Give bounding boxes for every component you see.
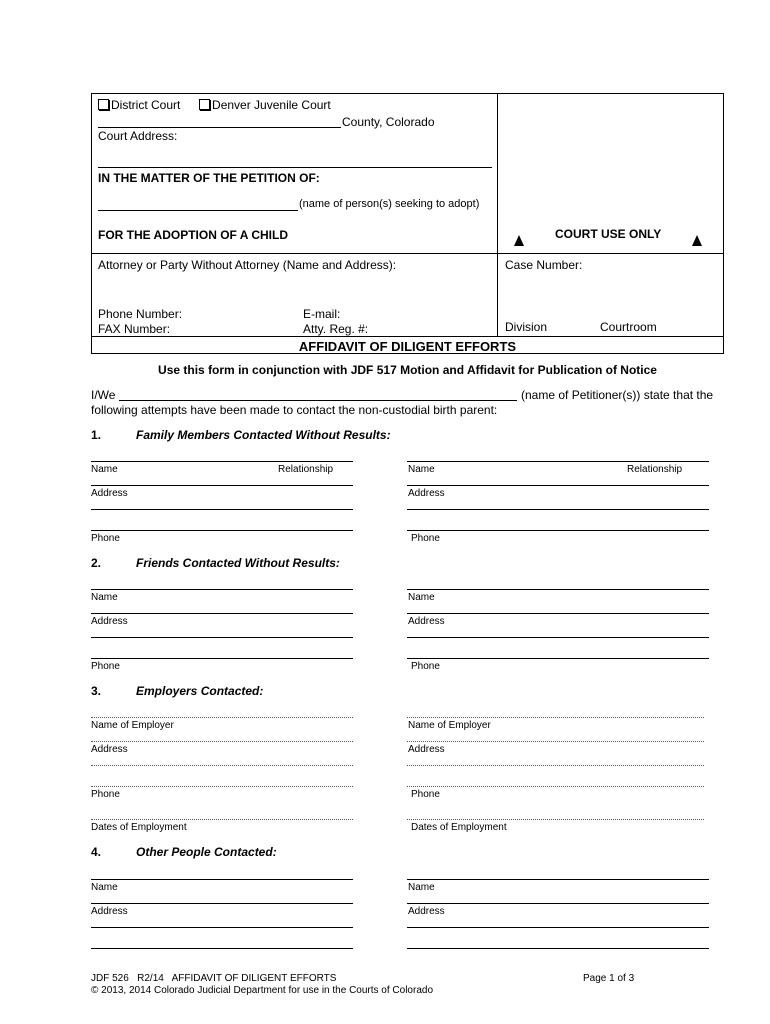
attorney-label: Attorney or Party Without Attorney (Name and Address):: [98, 258, 397, 272]
section-4-title: Other People Contacted:: [136, 845, 277, 859]
s4-right-address-line[interactable]: [407, 903, 709, 904]
intro-line-2: following attempts have been made to contact the non-custodial birth parent:: [91, 403, 498, 417]
s3-left-dates-line[interactable]: [91, 819, 353, 820]
s2-right-name-line[interactable]: [407, 589, 709, 590]
s2-right-phone-line[interactable]: [407, 658, 709, 659]
s1-right-address-label: Address: [408, 488, 445, 499]
s2-right-name-label: Name: [408, 592, 435, 603]
s2-right-address-line-2[interactable]: [407, 637, 709, 638]
s2-right-phone-label: Phone: [411, 661, 440, 672]
division-label: Division: [505, 320, 548, 334]
email-label: E-mail:: [303, 307, 341, 321]
s3-left-address-line-2[interactable]: [91, 765, 353, 766]
s1-right-phone-label: Phone: [411, 533, 440, 544]
form-title: AFFIDAVIT OF DILIGENT EFFORTS: [298, 339, 517, 354]
s3-right-phone-label: Phone: [411, 789, 440, 800]
section-3-number: 3.: [91, 684, 102, 698]
s3-right-phone-line[interactable]: [407, 786, 704, 787]
case-number-label[interactable]: Case Number:: [505, 258, 583, 272]
s2-right-address-line[interactable]: [407, 613, 709, 614]
matter-heading: IN THE MATTER OF THE PETITION OF:: [98, 171, 320, 185]
s3-left-address-label: Address: [91, 744, 128, 755]
s3-right-dates-label: Dates of Employment: [411, 822, 507, 833]
county-blank[interactable]: [98, 127, 341, 128]
s1-left-name-label: Name: [91, 464, 118, 475]
s4-left-address-line[interactable]: [91, 903, 353, 904]
subtitle: Use this form in conjunction with JDF 517 Motion and Affidavit for Publication of Notice: [158, 363, 657, 377]
s1-left-address-line-2[interactable]: [91, 509, 353, 510]
caption-divider: [497, 93, 498, 336]
denver-juvenile-label: Denver Juvenile Court: [212, 98, 331, 112]
s4-left-name-label: Name: [91, 882, 118, 893]
adoption-heading: FOR THE ADOPTION OF A CHILD: [98, 228, 288, 242]
s2-left-name-label: Name: [91, 592, 118, 603]
s4-right-name-label: Name: [408, 882, 435, 893]
phone-number-label: Phone Number:: [98, 307, 183, 321]
denver-juvenile-checkbox[interactable]: [199, 99, 210, 110]
s2-right-address-label: Address: [408, 616, 445, 627]
s3-left-employer-label: Name of Employer: [91, 720, 174, 731]
s1-left-address-line[interactable]: [91, 485, 353, 486]
s2-left-address-label: Address: [91, 616, 128, 627]
fax-number-label: FAX Number:: [98, 322, 171, 336]
s2-left-address-line[interactable]: [91, 613, 353, 614]
s3-right-employer-label: Name of Employer: [408, 720, 491, 731]
section-2-number: 2.: [91, 556, 102, 570]
court-address-line[interactable]: [98, 167, 492, 168]
section-4-number: 4.: [91, 845, 102, 859]
s3-right-address-line[interactable]: [407, 741, 704, 742]
s3-right-employer-line[interactable]: [407, 717, 704, 718]
s3-right-address-line-2[interactable]: [407, 765, 704, 766]
up-triangle-right-icon: [692, 235, 702, 246]
section-2-title: Friends Contacted Without Results:: [136, 556, 340, 570]
section-1-number: 1.: [91, 428, 102, 442]
s4-right-address-line-3[interactable]: [407, 948, 709, 949]
s1-left-phone-label: Phone: [91, 533, 120, 544]
s1-right-relationship-label: Relationship: [627, 464, 683, 475]
petitioner-name-blank[interactable]: [98, 210, 298, 211]
caption-hline-1: [91, 253, 724, 254]
s1-right-address-line-2[interactable]: [407, 509, 709, 510]
up-triangle-left-icon: [514, 235, 524, 246]
district-court-checkbox[interactable]: [98, 99, 109, 110]
s1-left-relationship-label: Relationship: [278, 464, 334, 475]
s4-left-address-line-2[interactable]: [91, 927, 353, 928]
s4-right-name-line[interactable]: [407, 879, 709, 880]
s1-right-address-line[interactable]: [407, 485, 709, 486]
footer-copyright: © 2013, 2014 Colorado Judicial Department for use in the Courts of Colorado: [91, 985, 434, 996]
district-court-label: District Court: [111, 98, 181, 112]
s3-left-phone-label: Phone: [91, 789, 120, 800]
s2-left-phone-label: Phone: [91, 661, 120, 672]
s3-left-address-line[interactable]: [91, 741, 353, 742]
s4-left-address-label: Address: [91, 906, 128, 917]
caption-hline-2: [91, 336, 724, 337]
caption-box: [91, 93, 724, 354]
section-3-title: Employers Contacted:: [136, 684, 264, 698]
intro-iwe: I/We: [91, 388, 116, 402]
s3-left-phone-line[interactable]: [91, 786, 353, 787]
footer-form-id: JDF 526 R2/14 AFFIDAVIT OF DILIGENT EFFORTS: [91, 973, 337, 984]
s1-left-name-line[interactable]: [91, 461, 353, 462]
s2-left-name-line[interactable]: [91, 589, 353, 590]
s1-right-name-line[interactable]: [407, 461, 709, 462]
atty-reg-label: Atty. Reg. #:: [303, 322, 369, 336]
s3-left-dates-label: Dates of Employment: [91, 822, 187, 833]
court-selection: [98, 98, 331, 112]
section-1-title: Family Members Contacted Without Results:: [136, 428, 391, 442]
s1-right-name-label: Name: [408, 464, 435, 475]
court-address-label: Court Address:: [98, 129, 178, 143]
s4-right-address-line-2[interactable]: [407, 927, 709, 928]
s2-left-phone-line[interactable]: [91, 658, 353, 659]
s3-right-dates-line[interactable]: [407, 819, 704, 820]
s4-left-name-line[interactable]: [91, 879, 353, 880]
petitioner-names-blank[interactable]: [119, 400, 517, 401]
s1-left-phone-line[interactable]: [91, 530, 353, 531]
petitioner-hint: (name of person(s) seeking to adopt): [299, 198, 480, 210]
s3-right-address-label: Address: [408, 744, 445, 755]
s1-right-phone-line[interactable]: [407, 530, 709, 531]
county-label: County, Colorado: [342, 115, 435, 129]
courtroom-label: Courtroom: [600, 320, 657, 334]
s4-right-address-label: Address: [408, 906, 445, 917]
court-use-only: COURT USE ONLY: [555, 227, 662, 241]
s1-left-address-label: Address: [91, 488, 128, 499]
s2-left-address-line-2[interactable]: [91, 637, 353, 638]
s3-left-employer-line[interactable]: [91, 717, 353, 718]
intro-petitioner-note: (name of Petitioner(s)) state that the: [521, 388, 714, 402]
s4-left-address-line-3[interactable]: [91, 948, 353, 949]
footer-page-number: Page 1 of 3: [583, 973, 635, 984]
